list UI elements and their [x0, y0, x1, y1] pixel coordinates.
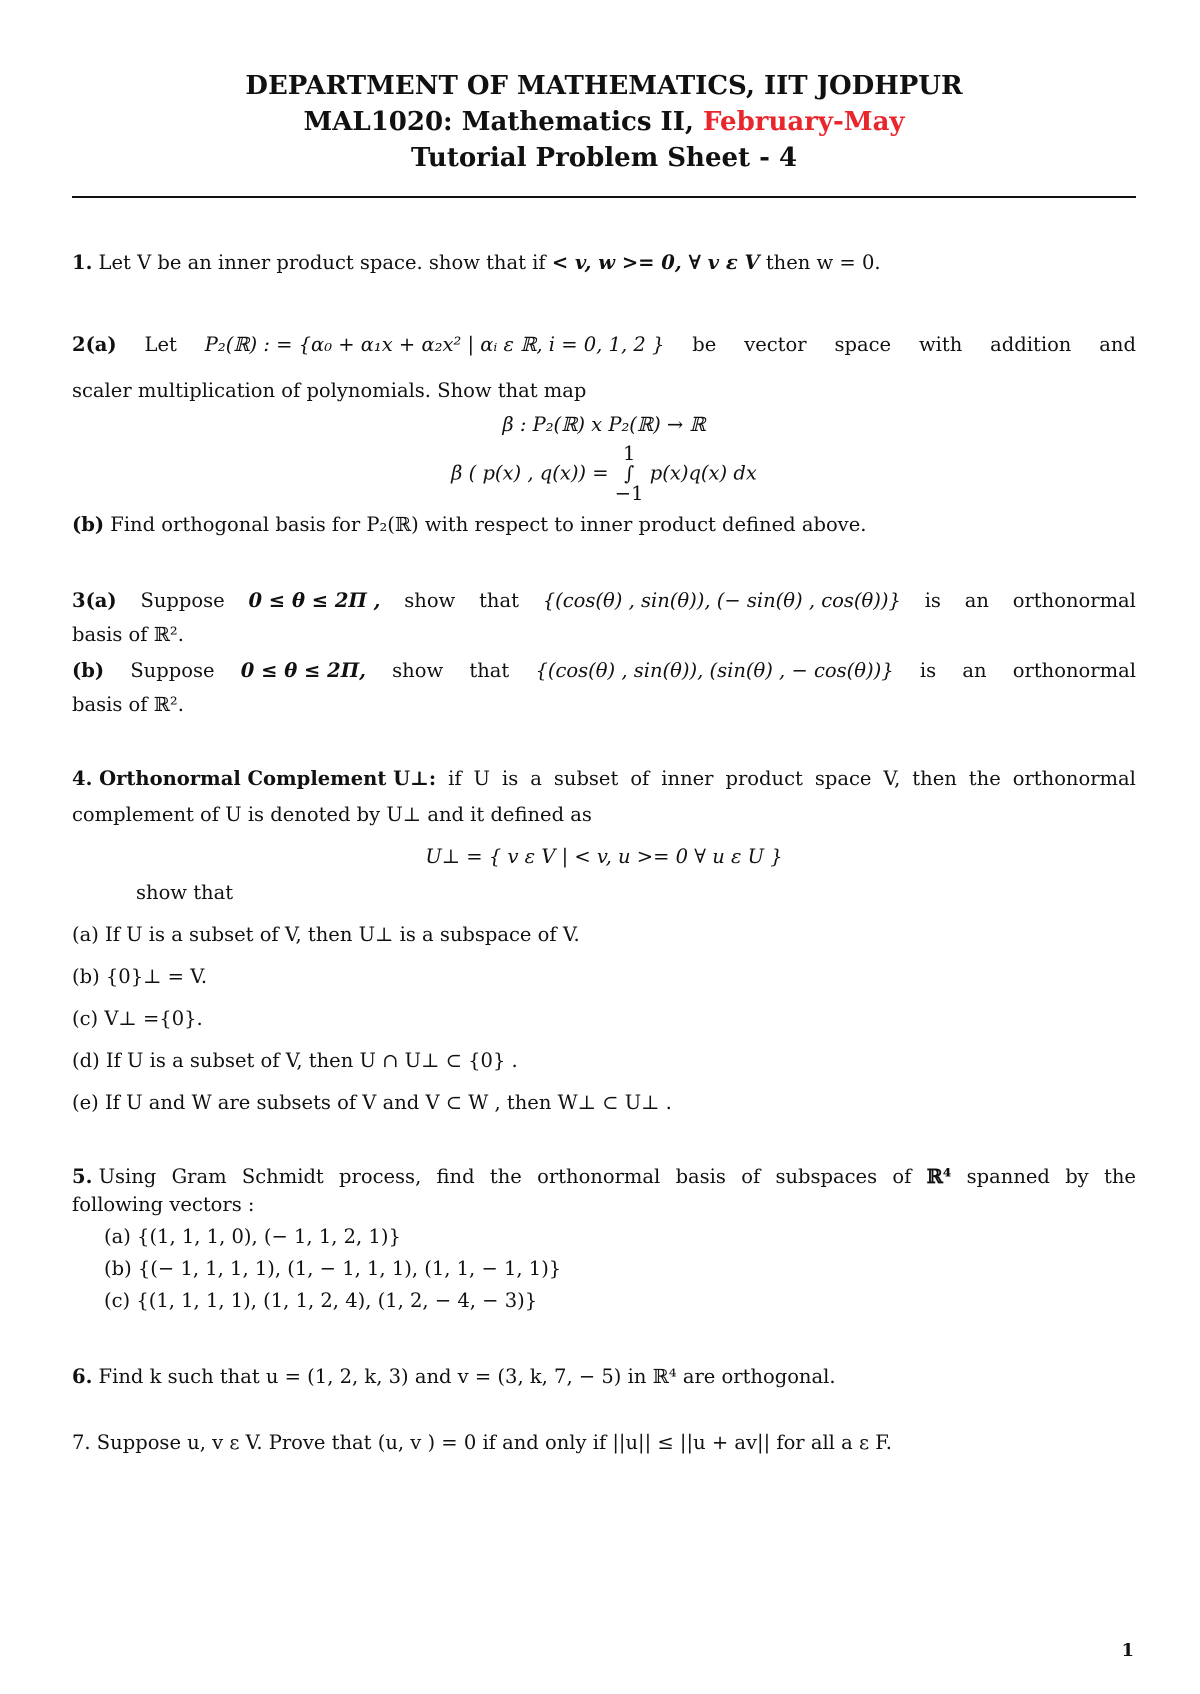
q4-item-d: (d) If U is a subset of V, then U ∩ U⊥ ⊂ {0} .	[72, 1049, 518, 1072]
q4-word: product	[725, 767, 803, 790]
q5-item-b: (b) {(− 1, 1, 1, 1), (1, − 1, 1, 1), (1, 1, − 1, 1)}	[104, 1257, 562, 1280]
q4-word: U	[473, 767, 490, 790]
q6-number: 6.	[72, 1365, 93, 1388]
q2a-word: space	[834, 333, 892, 356]
q5-word: spanned	[966, 1165, 1050, 1188]
q2-map-signature: β : P₂(ℝ) x P₂(ℝ) → ℝ	[502, 413, 706, 436]
q5-word: orthonormal	[537, 1165, 661, 1188]
q3a-word: an	[964, 589, 989, 612]
q3b-word: orthonormal	[1012, 659, 1136, 682]
q5-word: Gram	[171, 1165, 227, 1188]
q4-number: 4.	[72, 767, 93, 790]
q2a-set-def: P₂(ℝ) : = {α₀ + α₁x + α₂x² | αᵢ ε ℝ, i = 0, 1, 2 }	[204, 333, 665, 356]
integral-upper: 1	[622, 442, 636, 465]
question-3a-line1	[72, 588, 1136, 614]
question-3b-line2: basis of ℝ².	[72, 693, 184, 716]
q4-word: orthonormal	[1012, 767, 1136, 790]
q3b-word: that	[469, 659, 510, 682]
q3b-range: 0 ≤ θ ≤ 2Π,	[240, 659, 366, 682]
q5-word: Schmidt	[241, 1165, 324, 1188]
integral-lower: −1	[614, 482, 644, 505]
course-title-text: MAL1020: Mathematics II,	[303, 107, 703, 137]
q4-definition: U⊥ = { v ε V | < v, u >= 0 ∀ u ε U }	[425, 845, 783, 868]
q5-number: 5.	[72, 1165, 93, 1188]
q2-map-right: p(x)q(x) dx	[649, 461, 757, 485]
q4-show-that: show that	[136, 881, 234, 904]
q3a-word: is	[924, 589, 941, 612]
q4-item-c: (c) V⊥ ={0}.	[72, 1007, 203, 1030]
header	[72, 68, 1136, 176]
q5-item-a: (a) {(1, 1, 1, 0), (− 1, 1, 2, 1)}	[104, 1225, 401, 1248]
q3b-word: Suppose	[130, 659, 215, 682]
q5-word: by	[1065, 1165, 1089, 1188]
question-2a-line2: scaler multiplication of polynomials. Show that map	[72, 379, 587, 402]
q5-word: basis	[675, 1165, 726, 1188]
course-title	[72, 104, 1136, 140]
q5-word: of	[741, 1165, 761, 1188]
q4-word: space	[814, 767, 872, 790]
q2a-word: and	[1099, 333, 1136, 356]
department-title: DEPARTMENT OF MATHEMATICS, IIT JODHPUR	[245, 71, 963, 101]
q3a-number: 3(a)	[72, 589, 117, 612]
q2b-number: (b)	[72, 513, 105, 536]
q4-word: is	[501, 767, 519, 790]
sheet-title: Tutorial Problem Sheet - 4	[410, 143, 798, 173]
q3a-range: 0 ≤ θ ≤ 2Π ,	[248, 589, 381, 612]
question-5-line1	[72, 1164, 1136, 1190]
q4-word: a	[530, 767, 542, 790]
page-number: 1	[1121, 1640, 1134, 1661]
q5-lead	[72, 1164, 156, 1190]
q3b-number: (b)	[72, 659, 105, 682]
q4-heading	[72, 766, 436, 792]
q5-word: process,	[339, 1165, 422, 1188]
q3a-word: Suppose	[140, 589, 225, 612]
q3b-word: an	[962, 659, 987, 682]
question-4-line2: complement of U is denoted by U⊥ and it defined as	[72, 803, 592, 826]
q5-item-c: (c) {(1, 1, 1, 1), (1, 1, 2, 4), (1, 2, − 4, − 3)}	[104, 1289, 538, 1312]
q3a-set: {(cos(θ) , sin(θ)), (− sin(θ) , cos(θ))}	[542, 589, 901, 612]
question-2a-line1	[72, 332, 1136, 358]
question-7	[72, 1430, 1136, 1456]
q2b-text: Find orthogonal basis for P₂(ℝ) with respect to inner product defined above.	[104, 513, 867, 536]
question-6	[72, 1364, 1136, 1390]
question-2b	[72, 512, 1136, 538]
q3a-word: that	[479, 589, 519, 612]
q5-word: subspaces	[775, 1165, 878, 1188]
q4-word: if	[448, 767, 462, 790]
q4-item-a: (a) If U is a subset of V, then U⊥ is a subspace of V.	[72, 923, 580, 946]
q4-word: subset	[553, 767, 619, 790]
q3b-set: {(cos(θ) , sin(θ)), (sin(θ) , − cos(θ))}	[535, 659, 894, 682]
integral-sign: ∫	[624, 462, 635, 485]
document-page	[72, 68, 1136, 1456]
q7-number: 7.	[72, 1431, 91, 1454]
question-1	[72, 250, 1136, 276]
integral-symbol	[615, 444, 644, 504]
q4-item-b: (b) {0}⊥ = V.	[72, 965, 208, 988]
q1-text-a: Let V be an inner product space. show that if	[92, 251, 552, 274]
question-3b-line1	[72, 658, 1136, 684]
q5-word: the	[489, 1165, 522, 1188]
q4-word: inner	[661, 767, 714, 790]
q2a-word: vector	[744, 333, 807, 356]
q5-word: the	[1103, 1165, 1136, 1188]
q2a-word: with	[918, 333, 963, 356]
q2a-word: Let	[144, 333, 177, 356]
q3b-word: show	[392, 659, 444, 682]
q2a-word: be	[692, 333, 717, 356]
question-5-line2: following vectors :	[72, 1193, 255, 1216]
q1-math: < v, w >= 0, ∀ v ε V	[551, 251, 760, 274]
q2-map-left: β ( p(x) , q(x)) =	[451, 461, 609, 485]
q4-word: then	[912, 767, 957, 790]
term-text: February-May	[702, 107, 905, 137]
q2-map-definition	[72, 444, 1136, 504]
q4-word: V,	[883, 767, 901, 790]
q1-number: 1.	[72, 251, 93, 274]
q5-word: find	[436, 1165, 475, 1188]
q2a-number: 2(a)	[72, 333, 117, 356]
q3b-word: is	[919, 659, 937, 682]
q3a-word: show	[404, 589, 456, 612]
q5-space: ℝ⁴	[926, 1165, 952, 1188]
q2a-word: addition	[990, 333, 1072, 356]
question-3a-line2: basis of ℝ².	[72, 623, 184, 646]
header-divider	[72, 196, 1136, 198]
q4-word: of	[630, 767, 650, 790]
q4-word: the	[968, 767, 1001, 790]
q3a-word: orthonormal	[1012, 589, 1136, 612]
question-4-line1	[72, 766, 1136, 792]
q6-text: Find k such that u = (1, 2, k, 3) and v = (3, k, 7, − 5) in ℝ⁴ are orthogonal.	[92, 1365, 836, 1388]
q5-word: of	[892, 1165, 912, 1188]
q5-word: Using	[98, 1165, 157, 1188]
q4-title: Orthonormal Complement U⊥:	[92, 767, 437, 790]
q7-text: Suppose u, v ε V. Prove that (u, v ) = 0 if and only if ||u|| ≤ ||u + av|| for all a ε F.	[90, 1431, 892, 1454]
q1-text-b: then w = 0.	[759, 251, 881, 274]
q4-item-e: (e) If U and W are subsets of V and V ⊂ W , then W⊥ ⊂ U⊥ .	[72, 1091, 672, 1114]
